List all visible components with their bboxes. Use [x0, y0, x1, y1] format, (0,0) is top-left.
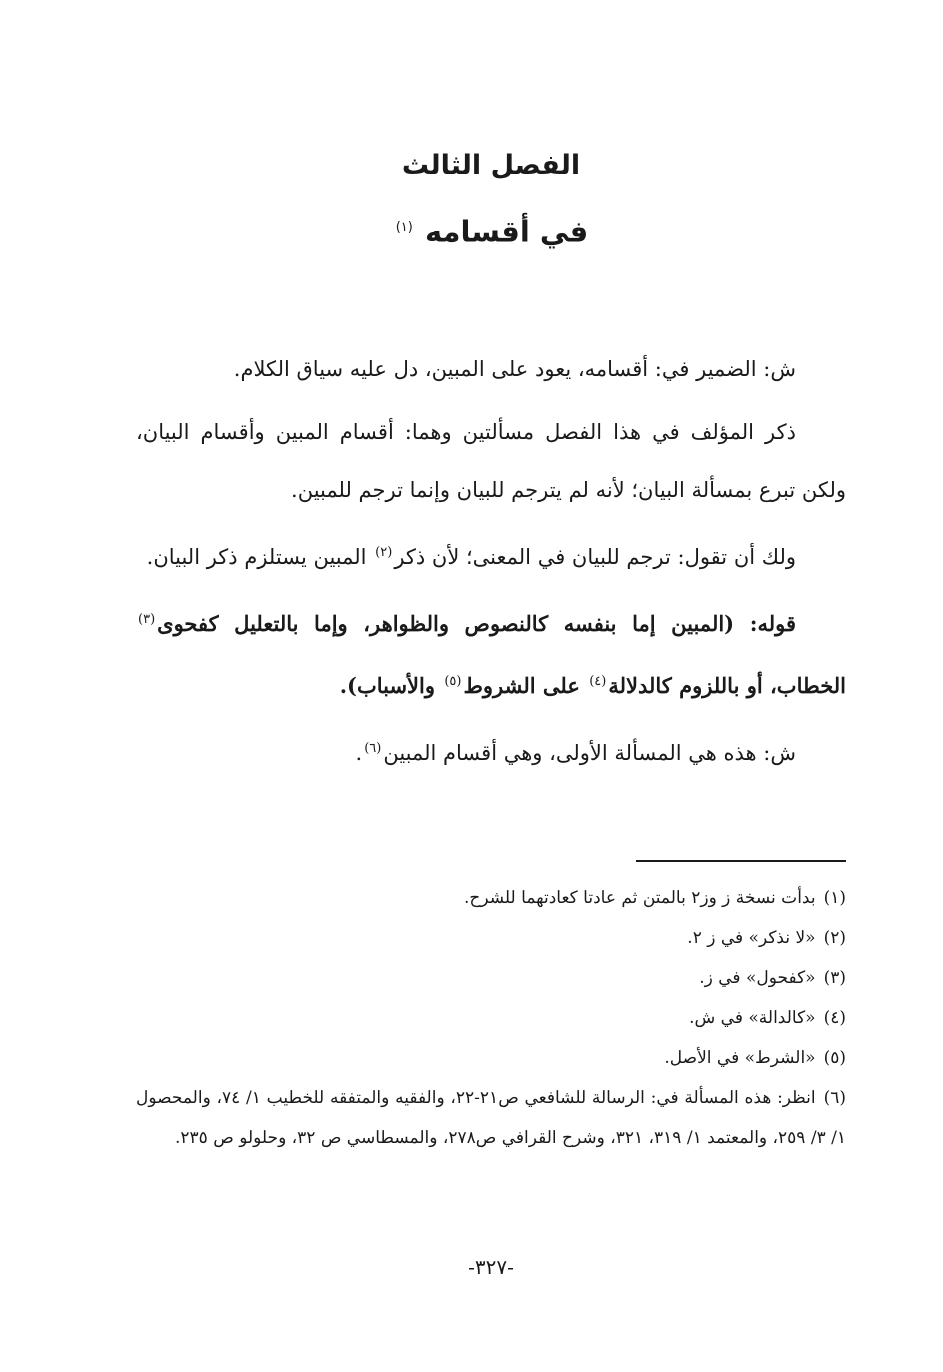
footnote-divider — [636, 860, 846, 862]
page-number: -٣٢٧- — [468, 1255, 514, 1279]
footnote-text: «الشرط» في الأصل. — [664, 1048, 816, 1068]
footnotes — [136, 878, 846, 1158]
chapter-subtitle-text: في أقسامه — [424, 214, 589, 249]
footnote-3 — [136, 958, 846, 998]
footnote-number: (٣) — [823, 968, 846, 988]
quote-text: الخطاب، أو باللزوم كالدلالة — [608, 673, 846, 698]
quote-text: على الشروط — [463, 673, 588, 698]
paragraph-first-issue — [136, 720, 846, 782]
footnote-5 — [136, 1038, 846, 1078]
paragraph-author-quote — [136, 591, 846, 715]
footnote-2 — [136, 918, 846, 958]
chapter-title: الفصل الثالث — [401, 150, 581, 181]
footnote-4 — [136, 998, 846, 1038]
paragraph-pronoun: ش: الضمير في: أقسامه، يعود على المبين، دل عليه سياق الكلام. — [233, 357, 796, 381]
footnote-number: (٤) — [823, 1008, 846, 1028]
paragraph-alternative — [136, 524, 846, 586]
footnote-text: انظر: هذه المسألة في: الرسالة للشافعي ص٢١-٢٢، والفقيه والمتفقه للخطيب ١/ ٧٤، والمحصول ١/ ٣/ ٢٥٩، والمعتمد ١/ ٣١٩، ٣٢١، وشرح القرافي ص٢٧٨، والمسطاسي ص ٣٢، وحلولو ص ٢٣٥. — [136, 1088, 846, 1148]
paragraph-text: المبين يستلزم ذكر البيان. — [146, 545, 374, 569]
footnote-ref-4[interactable]: (٤) — [589, 674, 607, 689]
footnote-6 — [136, 1078, 846, 1158]
footnote-number: (٦) — [823, 1088, 847, 1108]
footnote-text: «كفحول» في ز. — [699, 968, 816, 988]
paragraph-text: . — [355, 741, 363, 765]
chapter-subtitle — [136, 206, 846, 254]
footnote-ref-3[interactable]: (٣) — [138, 612, 156, 627]
footnote-ref-6[interactable]: (٦) — [364, 741, 382, 756]
footnote-number: (٥) — [823, 1048, 846, 1068]
quote-text: قوله: (المبين إما بنفسه كالنصوص والظواهر، وإما بالتعليل كفحوى — [157, 611, 796, 636]
footnote-text: «لا نذكر» في ز ٢. — [687, 928, 816, 948]
footnote-ref-1[interactable]: (١) — [395, 220, 413, 235]
quote-text: والأسباب). — [339, 673, 443, 698]
footnote-text: «كالدالة» في ش. — [689, 1008, 816, 1028]
footnote-number: (١) — [823, 888, 846, 908]
footnote-ref-5[interactable]: (٥) — [444, 674, 462, 689]
paragraph-author-issues: ذكر المؤلف في هذا الفصل مسألتين وهما: أقسام المبين وأقسام البيان، ولكن تبرع بمسألة البيان؛ لأنه لم يترجم للبيان وإنما ترجم للمبين. — [136, 420, 846, 502]
footnote-1 — [136, 878, 846, 918]
footnote-number: (٢) — [823, 928, 846, 948]
paragraph-text: ش: هذه هي المسألة الأولى، وهي أقسام المبين — [383, 741, 796, 765]
book-page — [136, 0, 846, 1372]
paragraph-text: ولك أن تقول: ترجم للبيان في المعنى؛ لأن ذكر — [394, 545, 796, 569]
body-text — [136, 340, 846, 787]
footnote-text: بدأت نسخة ز وز٢ بالمتن ثم عادتا كعادتهما للشرح. — [464, 888, 816, 908]
footnote-ref-2[interactable]: (٢) — [375, 545, 393, 560]
